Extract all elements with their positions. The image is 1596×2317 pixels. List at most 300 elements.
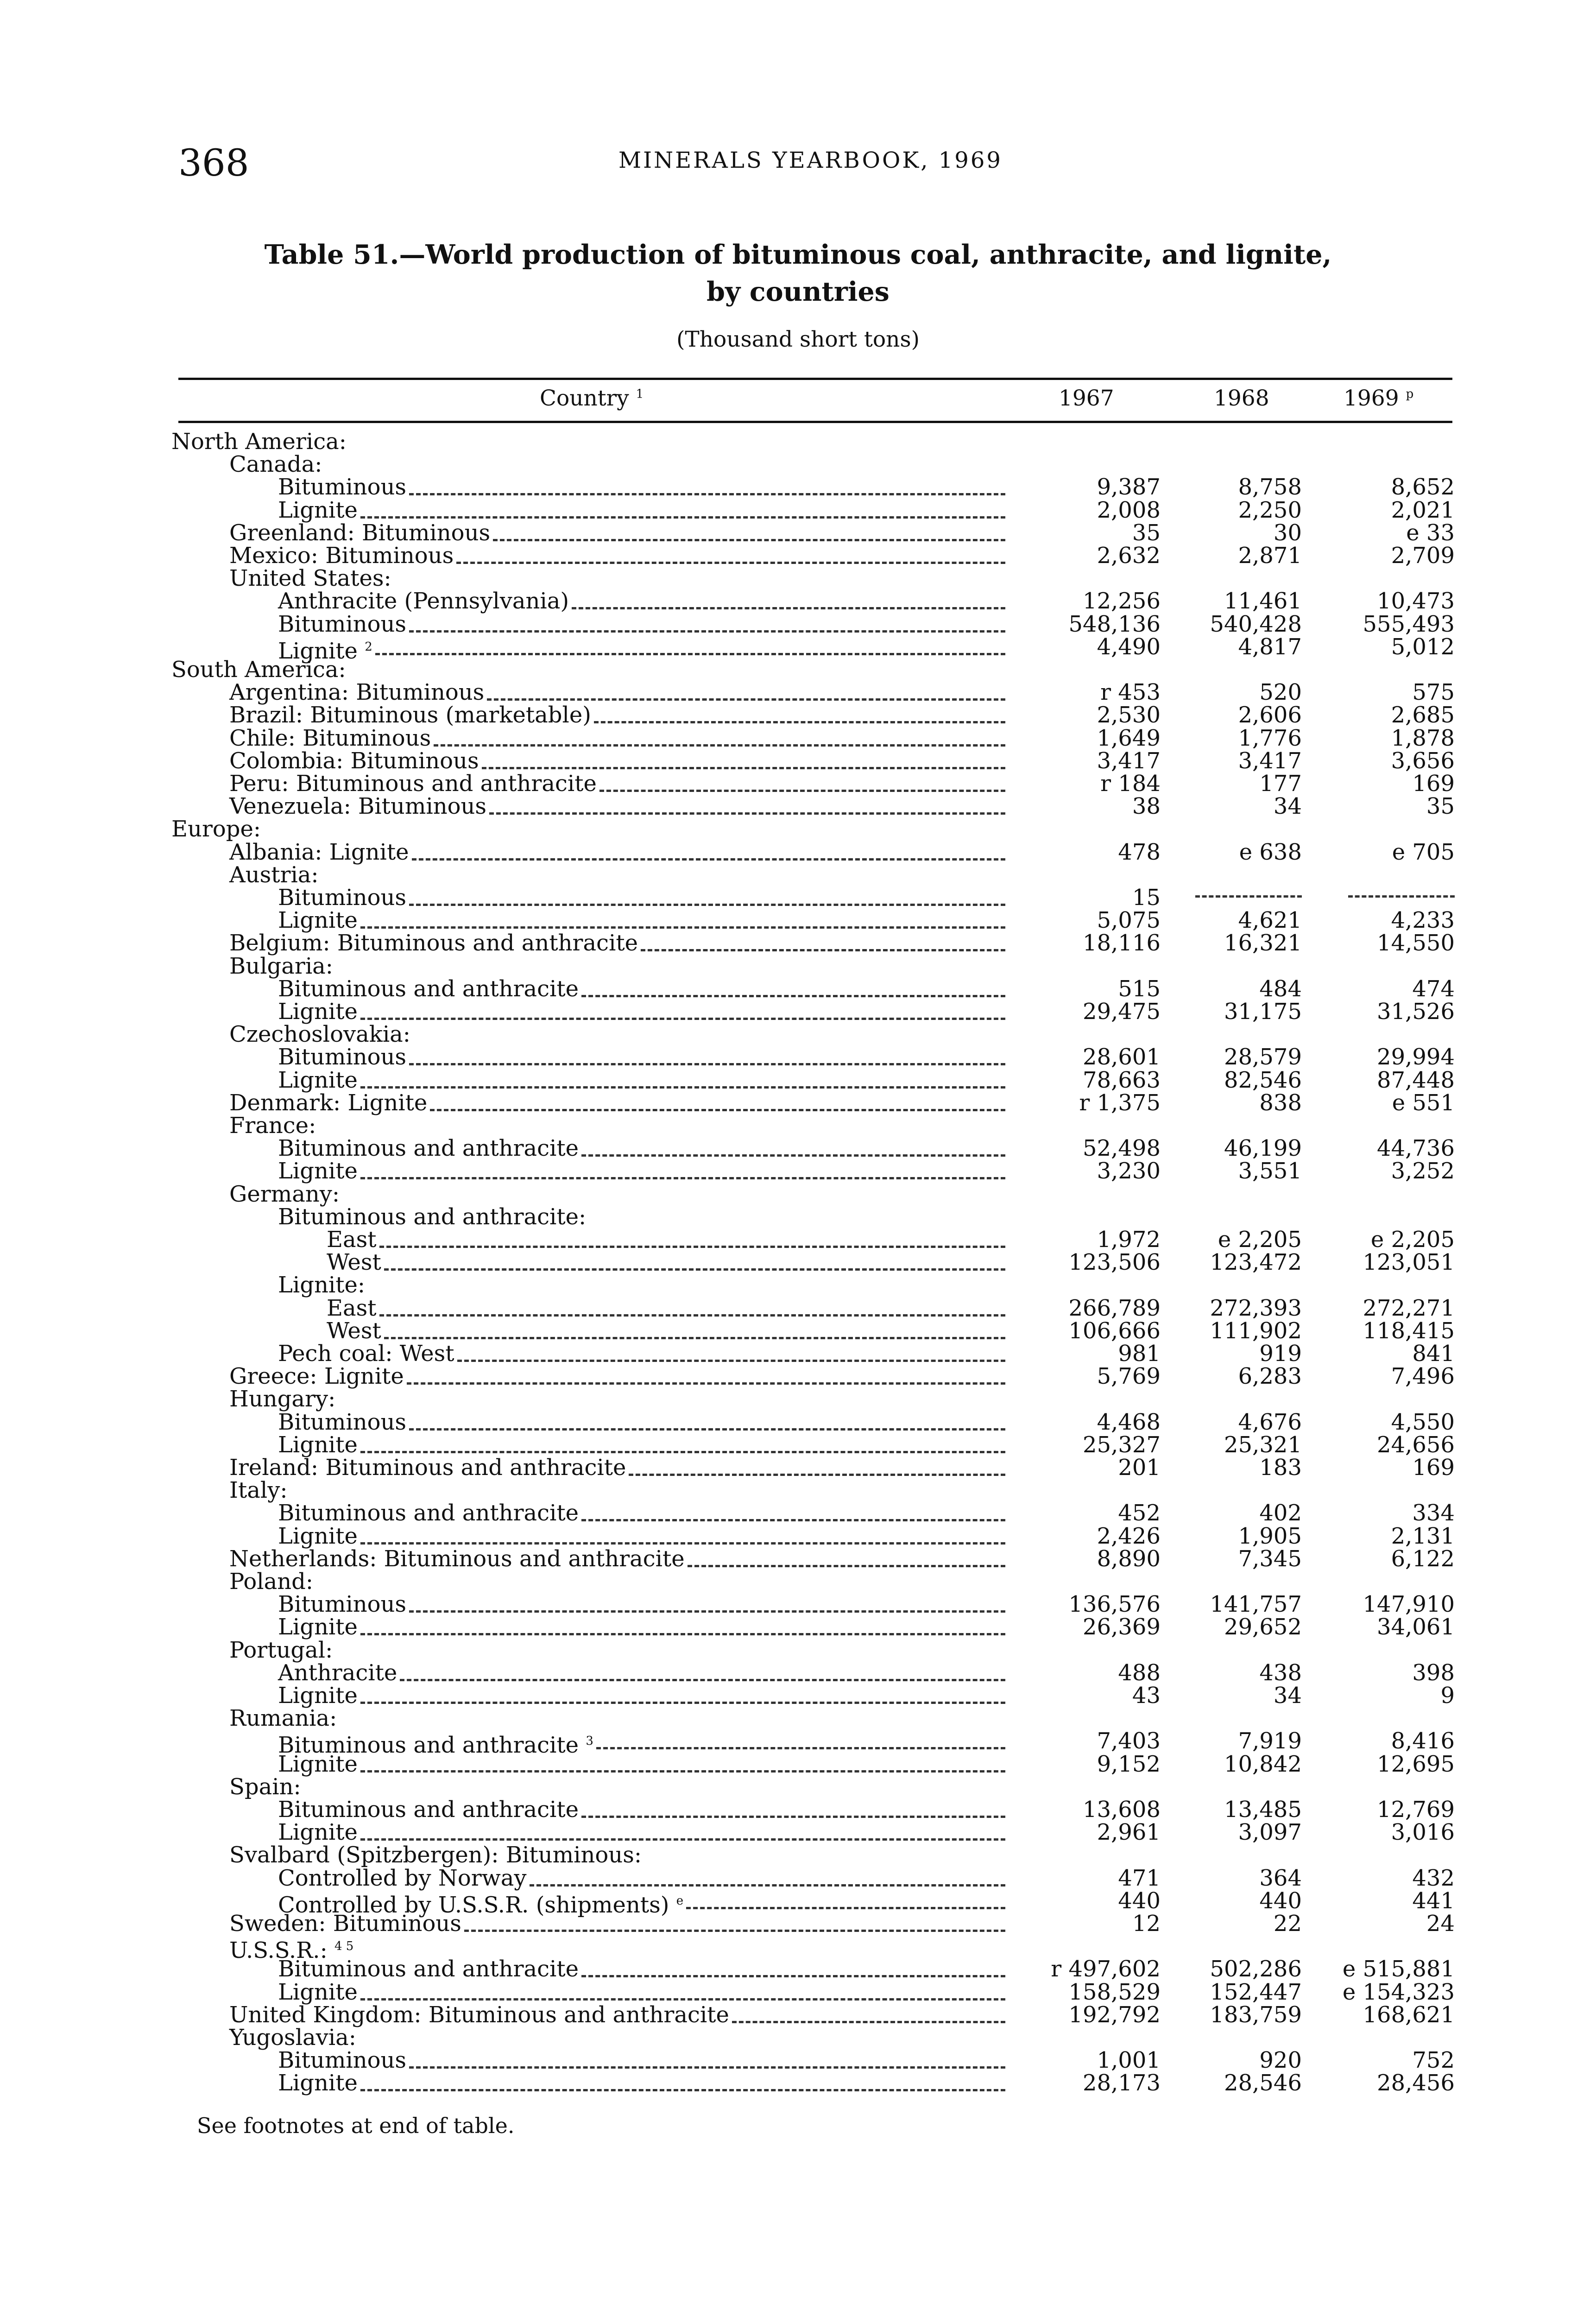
value-1967: 26,369 <box>1083 1614 1161 1640</box>
row-label <box>278 1753 358 1776</box>
row-label <box>229 1183 340 1206</box>
dot-leader <box>409 1610 1005 1613</box>
value-1968: 272,393 <box>1210 1295 1302 1321</box>
table-row <box>0 795 1596 818</box>
value-1967: 201 <box>1118 1455 1161 1481</box>
row-label <box>229 1547 685 1570</box>
table-row <box>0 1867 1596 1890</box>
value-1968: 28,546 <box>1224 2070 1302 2096</box>
value-1968: 177 <box>1259 771 1302 797</box>
dot-leader <box>375 653 1005 655</box>
value-1967: 2,632 <box>1097 543 1161 569</box>
value-1969: 31,526 <box>1377 999 1455 1025</box>
table-row <box>0 1228 1596 1251</box>
value-1969: 441 <box>1412 1888 1455 1914</box>
value-1969: e 515,881 <box>1342 1956 1455 1982</box>
row-label <box>229 681 484 704</box>
value-1969: 6,122 <box>1391 1546 1455 1572</box>
row-label-text: Lignite <box>278 1979 358 2005</box>
value-1967: 12 <box>1132 1911 1161 1937</box>
table-row <box>0 909 1596 932</box>
row-label-text: Lignite <box>278 999 358 1025</box>
row-label-text: Lignite <box>278 2070 358 2096</box>
value-1969: e 33 <box>1406 520 1455 546</box>
table-row <box>0 1935 1596 1963</box>
table-row <box>0 1273 1596 1297</box>
row-label-text: U.S.S.R.: <box>229 1937 328 1963</box>
value-1968: 520 <box>1259 679 1302 705</box>
value-1967: 452 <box>1118 1500 1161 1526</box>
table-row <box>0 1319 1596 1342</box>
value-1967: 38 <box>1132 793 1161 819</box>
value-1969: 12,769 <box>1377 1797 1455 1823</box>
value-1969: 12,695 <box>1377 1751 1455 1777</box>
value-1967: r 497,602 <box>1051 1956 1161 1982</box>
row-label <box>229 1456 626 1479</box>
value-1967: 471 <box>1118 1865 1161 1891</box>
row-label <box>278 2071 358 2095</box>
value-1968: 2,250 <box>1238 497 1302 523</box>
row-label-text: Colombia: Bituminous <box>229 748 479 774</box>
table-row <box>0 1798 1596 1821</box>
dot-leader <box>360 1998 1005 2000</box>
value-1969: 24 <box>1426 1911 1455 1937</box>
value-1968: e 2,205 <box>1218 1227 1302 1253</box>
row-label-text: Denmark: Lignite <box>229 1090 428 1116</box>
row-label-text: Lignite <box>278 638 358 664</box>
dot-leader <box>572 607 1005 609</box>
table-row <box>0 955 1596 978</box>
row-label-text: Europe: <box>171 816 261 842</box>
dot-leader <box>409 493 1005 495</box>
value-1969: 28,456 <box>1377 2070 1455 2096</box>
value-1967: 158,529 <box>1068 1979 1161 2005</box>
value-1967: 515 <box>1118 976 1161 1002</box>
table-row <box>0 1684 1596 1707</box>
table-row <box>0 1000 1596 1023</box>
value-1968: 29,652 <box>1224 1614 1302 1640</box>
table-row <box>0 544 1596 567</box>
row-label <box>278 1867 527 1890</box>
value-1969: 398 <box>1412 1660 1455 1686</box>
row-label-text: South America: <box>171 657 346 683</box>
dot-leader <box>686 1907 1005 1909</box>
value-1968: 34 <box>1273 793 1302 819</box>
value-1967: 15 <box>1132 885 1161 911</box>
value-1969: 575 <box>1412 679 1455 705</box>
value-1967: 981 <box>1118 1341 1161 1367</box>
table-row <box>0 1114 1596 1137</box>
row-label <box>278 2049 406 2072</box>
row-label <box>229 841 409 864</box>
table-row <box>0 977 1596 1000</box>
row-label <box>171 817 261 841</box>
dot-leader <box>384 1268 1005 1271</box>
value-1968: 16,321 <box>1224 930 1302 956</box>
value-1968: 46,199 <box>1224 1135 1302 1161</box>
value-1968: 22 <box>1273 1911 1302 1937</box>
table-row <box>0 1159 1596 1183</box>
value-1968: 10,842 <box>1224 1751 1302 1777</box>
row-label-text: Bituminous and anthracite: <box>278 1204 587 1230</box>
row-label-text: Bituminous and anthracite <box>278 1797 579 1823</box>
table-row <box>0 1912 1596 1935</box>
dot-leader <box>594 721 1005 723</box>
value-1967: 488 <box>1118 1660 1161 1686</box>
value-1969: 3,252 <box>1391 1158 1455 1184</box>
row-label <box>278 1957 579 1981</box>
row-label-text: Bituminous <box>278 2047 407 2073</box>
value-1968: 111,902 <box>1210 1318 1302 1344</box>
row-label-text: United States: <box>229 565 391 591</box>
value-1968: 502,286 <box>1210 1956 1302 1982</box>
row-label-text: Lignite <box>278 907 358 933</box>
value-1967: 136,576 <box>1068 1591 1161 1617</box>
value-1967: 5,769 <box>1097 1363 1161 1389</box>
dot-leader <box>360 1838 1005 1841</box>
table-row <box>0 817 1596 841</box>
column-header-1967: 1967 <box>1059 386 1114 411</box>
row-label-text: Bituminous and anthracite <box>278 976 579 1002</box>
row-label <box>229 1570 313 1593</box>
value-1969: 272,271 <box>1363 1295 1455 1321</box>
value-1967: r 184 <box>1100 771 1161 797</box>
dot-leader <box>360 516 1005 519</box>
column-header-1969-text: 1969 <box>1344 386 1399 411</box>
value-1969-none <box>1348 895 1455 898</box>
value-1969: 4,550 <box>1391 1409 1455 1435</box>
table-row <box>0 1843 1596 1867</box>
value-1967: 1,001 <box>1097 2047 1161 2073</box>
value-1968: 183,759 <box>1210 2002 1302 2028</box>
table-row <box>0 681 1596 704</box>
value-1969: e 2,205 <box>1370 1227 1455 1253</box>
row-label <box>278 1501 579 1525</box>
dot-leader <box>482 767 1005 769</box>
running-head: MINERALS YEARBOOK, 1969 <box>618 147 1003 173</box>
row-label-text: Czechoslovakia: <box>229 1021 410 1047</box>
row-label <box>327 1251 381 1274</box>
table-row <box>0 1342 1596 1365</box>
value-1968: 2,871 <box>1238 543 1302 569</box>
row-label <box>278 1069 358 1092</box>
value-1967: 192,792 <box>1068 2002 1161 2028</box>
value-1968: 30 <box>1273 520 1302 546</box>
value-1969: 474 <box>1412 976 1455 1002</box>
row-label-text: Ireland: Bituminous and anthracite <box>229 1455 626 1481</box>
value-1969: 44,736 <box>1377 1135 1455 1161</box>
row-label <box>229 727 431 750</box>
column-header-1969 <box>1344 386 1413 411</box>
row-label <box>327 1319 381 1342</box>
table-row <box>0 727 1596 750</box>
row-label <box>229 955 333 978</box>
value-1968: 402 <box>1259 1500 1302 1526</box>
row-label-text: Bituminous <box>278 474 407 500</box>
row-label <box>278 1411 406 1434</box>
row-label <box>229 453 322 476</box>
row-label-footnote: e <box>676 1894 684 1908</box>
table-row <box>0 2003 1596 2026</box>
row-label-text: East <box>327 1295 377 1321</box>
table-title <box>0 236 1596 310</box>
value-1967: 2,530 <box>1097 702 1161 728</box>
value-1967: r 1,375 <box>1079 1090 1161 1116</box>
value-1967: 3,417 <box>1097 748 1161 774</box>
value-1967: 1,972 <box>1097 1227 1161 1253</box>
value-1967: 28,601 <box>1083 1044 1161 1070</box>
value-1968: 34 <box>1273 1683 1302 1709</box>
dot-leader <box>581 1519 1005 1521</box>
table-row <box>0 703 1596 727</box>
row-label-text: East <box>327 1227 377 1253</box>
table-title-line-1: Table 51.—World production of bituminous coal, anthracite, and lignite, <box>264 239 1332 270</box>
footnote-mark <box>365 640 372 654</box>
value-1969: 14,550 <box>1377 930 1455 956</box>
value-1967: 1,649 <box>1097 725 1161 751</box>
row-label-text: Italy: <box>229 1477 288 1503</box>
value-1968: 11,461 <box>1224 588 1302 614</box>
table-row <box>0 430 1596 453</box>
row-label-text: Bituminous and anthracite <box>278 1135 579 1161</box>
dot-leader <box>629 1474 1005 1476</box>
row-label-text: Lignite <box>278 1067 358 1093</box>
value-1969: 432 <box>1412 1865 1455 1891</box>
table-row <box>0 1888 1596 1918</box>
row-label-text: Bituminous <box>278 1044 407 1070</box>
dot-leader <box>384 1337 1005 1339</box>
row-label-text: Lignite <box>278 1683 358 1709</box>
table-row <box>0 931 1596 955</box>
row-label-text: Argentina: Bituminous <box>229 679 485 705</box>
dot-leader <box>360 1451 1005 1453</box>
table-row <box>0 1547 1596 1570</box>
value-1967: 2,961 <box>1097 1819 1161 1845</box>
value-1968: 484 <box>1259 976 1302 1002</box>
row-label-text: Lignite <box>278 1819 358 1845</box>
column-header-1969-mark: p <box>1406 387 1414 401</box>
value-1967: 18,116 <box>1083 930 1161 956</box>
row-label-text: Rumania: <box>229 1705 337 1731</box>
value-1967: 9,152 <box>1097 1751 1161 1777</box>
value-1967: 2,426 <box>1097 1523 1161 1549</box>
value-1969: 35 <box>1426 793 1455 819</box>
value-1967: 43 <box>1132 1683 1161 1709</box>
table-row <box>0 1525 1596 1548</box>
dot-leader <box>599 790 1005 792</box>
row-label <box>229 749 479 772</box>
value-1969: 2,021 <box>1391 497 1455 523</box>
row-label <box>278 1159 358 1183</box>
table-row <box>0 1753 1596 1776</box>
value-1968: 183 <box>1259 1455 1302 1481</box>
row-label-text: Mexico: Bituminous <box>229 543 454 569</box>
value-1968: 31,175 <box>1224 999 1302 1025</box>
footnote-mark <box>586 1734 593 1748</box>
value-1967: 3,230 <box>1097 1158 1161 1184</box>
table-units: (Thousand short tons) <box>676 327 920 352</box>
value-1967: 13,608 <box>1083 1797 1161 1823</box>
row-label-text: Lignite <box>278 1432 358 1458</box>
row-label-text: Bulgaria: <box>229 953 333 979</box>
value-1968: 1,905 <box>1238 1523 1302 1549</box>
value-1968: 3,097 <box>1238 1819 1302 1845</box>
table-row <box>0 1821 1596 1844</box>
row-label-text: Austria: <box>229 862 319 888</box>
value-1967: 8,890 <box>1097 1546 1161 1572</box>
row-label-footnote: 2 <box>365 640 372 654</box>
dot-leader <box>596 1747 1005 1749</box>
value-1968: 3,417 <box>1238 748 1302 774</box>
row-label-text: Bituminous <box>278 1591 407 1617</box>
value-1967: 2,008 <box>1097 497 1161 523</box>
row-label-text: Controlled by Norway <box>278 1865 527 1891</box>
row-label-text: Lignite <box>278 1614 358 1640</box>
table-row <box>0 1707 1596 1730</box>
row-label-text: Lignite <box>278 497 358 523</box>
row-label <box>327 1228 377 1251</box>
value-1969: 87,448 <box>1377 1067 1455 1093</box>
row-label-text: Netherlands: Bituminous and anthracite <box>229 1546 685 1572</box>
column-header-country-footnote: 1 <box>636 387 644 401</box>
row-label-text: Greece: Lignite <box>229 1363 404 1389</box>
value-1967: 123,506 <box>1068 1249 1161 1275</box>
row-label <box>278 1821 358 1844</box>
row-label-footnote: 3 <box>586 1734 593 1748</box>
table-row <box>0 1639 1596 1662</box>
row-label <box>229 931 638 955</box>
row-label-text: Anthracite <box>278 1660 397 1686</box>
table-row <box>0 1205 1596 1228</box>
page-number: 368 <box>178 141 249 184</box>
row-label <box>171 658 346 681</box>
table-row <box>0 1297 1596 1320</box>
value-1969: 123,051 <box>1363 1249 1455 1275</box>
dot-leader <box>688 1565 1005 1567</box>
row-label <box>278 499 358 522</box>
value-1967: 28,173 <box>1083 2070 1161 2096</box>
row-label-text: Hungary: <box>229 1386 336 1412</box>
table-title-line-2: by countries <box>707 276 889 307</box>
row-label <box>229 1387 335 1411</box>
row-label-text: Venezuela: Bituminous <box>229 793 487 819</box>
row-label-text: United Kingdom: Bituminous and anthracite <box>229 2002 729 2028</box>
row-label-text: Albania: Lignite <box>229 839 409 865</box>
row-label-text: North America: <box>171 429 347 455</box>
table-row <box>0 613 1596 636</box>
value-1968: 540,428 <box>1210 611 1302 637</box>
value-1969: 2,709 <box>1391 543 1455 569</box>
dot-leader <box>360 1542 1005 1545</box>
row-label-text: Poland: <box>229 1569 314 1595</box>
row-label-text: Bituminous and anthracite <box>278 1956 579 1982</box>
row-label <box>229 1114 316 1137</box>
row-label-text: Lignite <box>278 1751 358 1777</box>
dot-leader <box>409 2066 1005 2069</box>
dot-leader <box>581 1154 1005 1157</box>
row-label <box>229 772 597 795</box>
table-row <box>0 1251 1596 1274</box>
dot-leader <box>732 2021 1005 2023</box>
value-1967: 440 <box>1118 1888 1161 1914</box>
column-header-country-text: Country <box>540 386 629 411</box>
value-1969: 5,012 <box>1391 634 1455 660</box>
dot-leader <box>409 904 1005 906</box>
value-1968: 919 <box>1259 1341 1302 1367</box>
value-1969: 29,994 <box>1377 1044 1455 1070</box>
row-label <box>278 1342 454 1365</box>
row-label <box>278 1593 406 1616</box>
row-label-text: Bituminous <box>278 1409 407 1435</box>
dot-leader <box>360 1770 1005 1773</box>
dot-leader <box>409 1063 1005 1065</box>
dot-leader <box>360 1018 1005 1020</box>
header-bottom-rule <box>178 421 1452 423</box>
value-1968: 4,817 <box>1238 634 1302 660</box>
value-1967: 4,468 <box>1097 1409 1161 1435</box>
row-label-text: Brazil: Bituminous (marketable) <box>229 702 591 728</box>
value-1969: 147,910 <box>1363 1591 1455 1617</box>
value-1967: 35 <box>1132 520 1161 546</box>
row-label <box>229 795 486 818</box>
row-label <box>278 1684 358 1707</box>
footnote-mark <box>676 1894 683 1908</box>
table-row <box>0 1023 1596 1046</box>
dot-leader <box>409 630 1005 633</box>
row-label <box>278 1273 365 1297</box>
table-row <box>0 499 1596 522</box>
value-1968: 3,551 <box>1238 1158 1302 1184</box>
value-1967: 4,490 <box>1097 634 1161 660</box>
row-label-text: Anthracite (Pennsylvania) <box>278 588 569 614</box>
value-1968-none <box>1195 895 1302 898</box>
row-label-text: West <box>327 1318 381 1344</box>
row-label-text: Bituminous and anthracite <box>278 1500 579 1526</box>
value-1969: 24,656 <box>1377 1432 1455 1458</box>
table-row <box>0 1137 1596 1160</box>
row-label-footnote: 4 5 <box>334 1939 354 1953</box>
row-label <box>229 1639 333 1662</box>
table-row <box>0 1365 1596 1388</box>
row-label <box>278 475 406 499</box>
value-1968: 364 <box>1259 1865 1302 1891</box>
dot-leader <box>360 2089 1005 2091</box>
value-1968: 4,621 <box>1238 907 1302 933</box>
footnote-reference: See footnotes at end of table. <box>197 2113 515 2138</box>
value-1968: 7,345 <box>1238 1546 1302 1572</box>
row-label-text: Portugal: <box>229 1637 333 1663</box>
table-row <box>0 1479 1596 1502</box>
value-1969: 841 <box>1412 1341 1455 1367</box>
value-1968: 141,757 <box>1210 1591 1302 1617</box>
header-top-rule <box>178 378 1452 380</box>
row-label-text: Chile: Bituminous <box>229 725 431 751</box>
value-1969: 4,233 <box>1391 907 1455 933</box>
row-label <box>229 1843 642 1867</box>
value-1969: 118,415 <box>1363 1318 1455 1344</box>
dot-leader <box>641 949 1005 951</box>
value-1969: 8,652 <box>1391 474 1455 500</box>
row-label <box>229 2003 729 2026</box>
value-1969: 3,656 <box>1391 748 1455 774</box>
table-row <box>0 589 1596 613</box>
row-label <box>278 1137 579 1160</box>
table-row <box>0 2026 1596 2049</box>
value-1969: 169 <box>1412 771 1455 797</box>
value-1967: 9,387 <box>1097 474 1161 500</box>
row-label <box>278 1205 586 1228</box>
row-label-text: Belgium: Bituminous and anthracite <box>229 930 638 956</box>
